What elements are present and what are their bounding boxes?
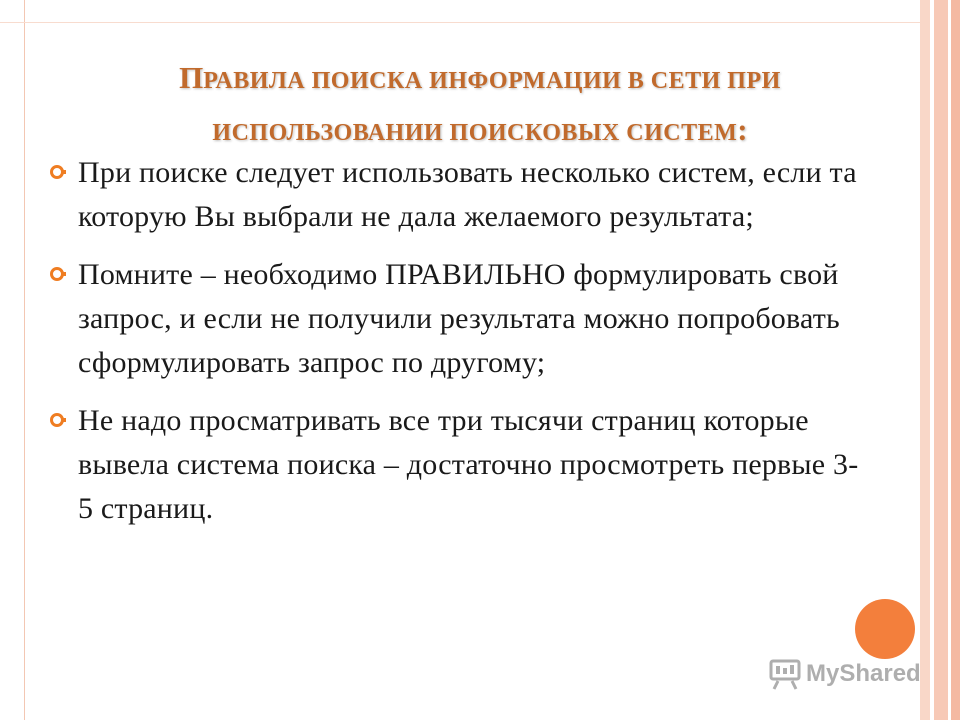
decor-circle [855, 599, 915, 659]
bullet-text: Помните – необходимо ПРАВИЛЬНО формулировать свой запрос, и если не получили результата можно попробовать сформулировать запрос по другому; [78, 258, 840, 379]
bullet-text: При поиске следует использовать несколько систем, если та которую Вы выбрали не дала желаемого результата; [78, 156, 857, 233]
bullet-text: Не надо просматривать все три тысячи страниц которые вывела система поиска – достаточно просмотреть первые 3-5 страниц. [78, 404, 859, 525]
bullet-item [48, 253, 868, 385]
title-line-1-text: РАВИЛА ПОИСКА ИНФОРМАЦИИ В СЕТИ ПРИ [203, 68, 781, 94]
title-line-1 [60, 55, 900, 107]
title-initial: П [179, 60, 204, 95]
bullet-list [48, 151, 868, 545]
watermark [768, 656, 921, 692]
watermark-text: MyShared [806, 660, 921, 687]
presentation-board-icon [768, 657, 802, 691]
bullet-icon [50, 165, 64, 179]
title-line-2-text: ИСПОЛЬЗОВАНИИ ПОИСКОВЫХ СИСТЕМ [212, 120, 738, 146]
decor-stripe [934, 0, 948, 720]
bullet-icon [50, 413, 64, 427]
slide-title [60, 55, 900, 159]
title-colon: : [737, 112, 748, 147]
bullet-item [48, 399, 868, 531]
decor-stripe [920, 0, 930, 720]
bullet-icon [50, 267, 64, 281]
decor-top-line [0, 22, 920, 23]
decor-left-line [24, 0, 25, 720]
bullet-item [48, 151, 868, 239]
decor-stripe [951, 0, 960, 720]
